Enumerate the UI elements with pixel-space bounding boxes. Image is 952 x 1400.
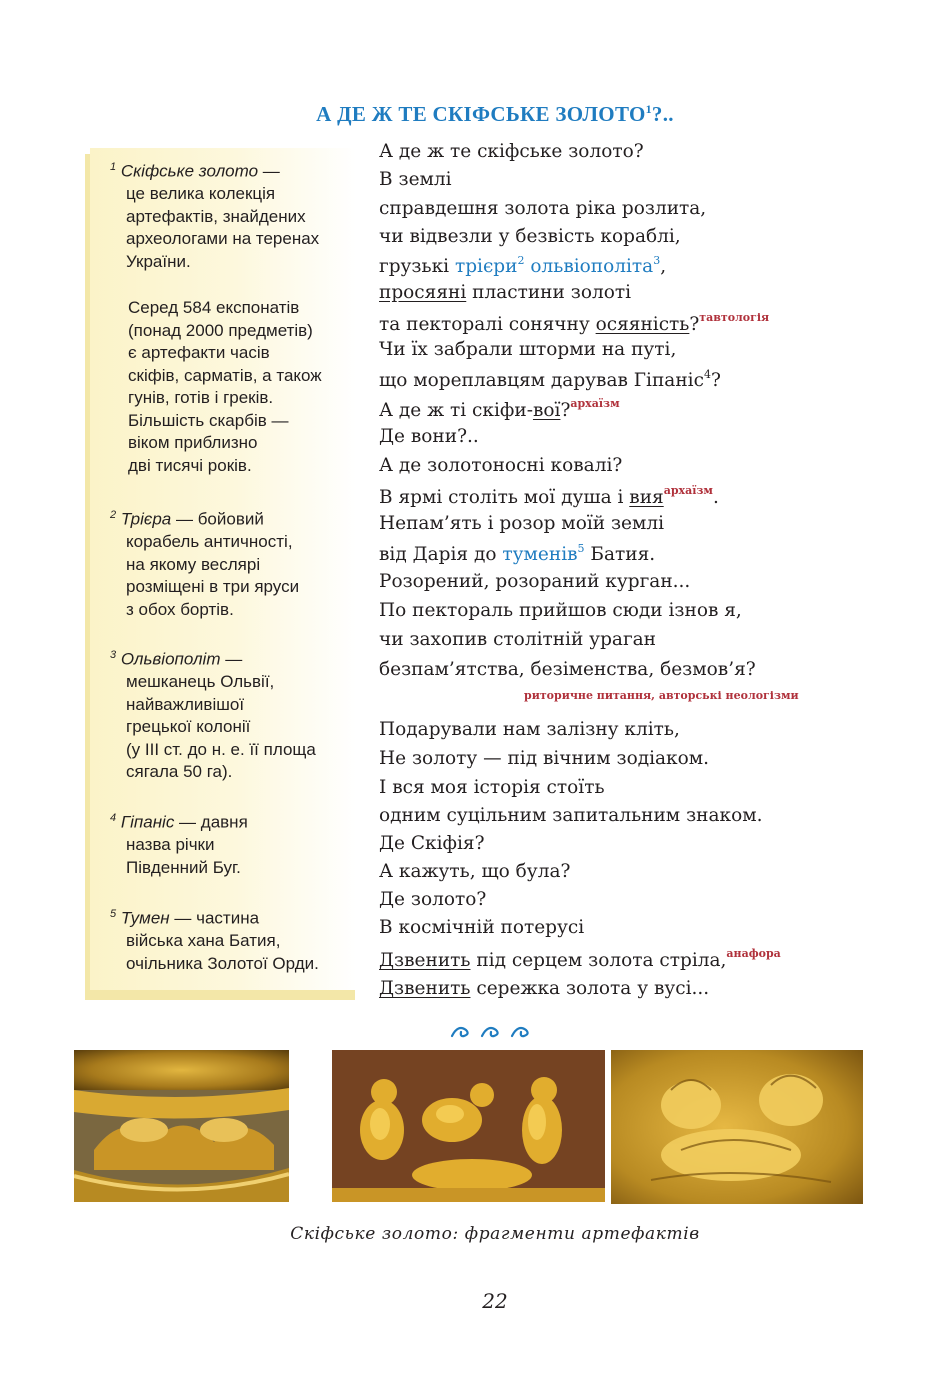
poem-line: справдешня золота ріка розлита, (379, 198, 707, 219)
poem-line: Дзвенить під серцем золота стріла,$^{анафора}$ (379, 947, 781, 971)
annotation-tag: риторичне питання, авторські неологізми (524, 689, 799, 702)
poem-line: від Дарія до туменів$^5$ Батия. (379, 542, 656, 565)
artifact-photo-warriors (332, 1050, 605, 1202)
figure-caption: Скіфське золото: фрагменти артефактів (290, 1224, 700, 1244)
poem-line: Непам’ять і розор моїй землі (379, 513, 665, 534)
poem-line: В землі (379, 169, 452, 190)
poem-line: Де вони?.. (379, 426, 479, 447)
annotation-tag: тавтологія (699, 311, 770, 324)
poem-line: грузькі трієри$^2$ ольвіополіта$^3$, (379, 254, 667, 277)
poem-line: І вся моя історія стоїть (379, 777, 605, 798)
poem-line: А де ж ті скіфи-вої?$^{архаїзм}$ (379, 397, 620, 421)
poem-line: чи захопив столітній ураган (379, 629, 656, 650)
poem-line: В ярмі століть мої душа і вия$^{архаїзм}$. (379, 484, 719, 508)
footnote-5: $^5$ Тумен — частина війська хана Батия, очільника Золотої Орди. (110, 908, 319, 973)
poem-line: що мореплавцям дарував Гіпаніс$^4$? (379, 368, 721, 391)
poem-title: А ДЕ Ж ТЕ СКІФСЬКЕ ЗОЛОТО$^1$?.. (316, 102, 674, 126)
poem-line: А де ж те скіфське золото? (379, 141, 644, 162)
poem-line: В космічній потерусі (379, 917, 585, 938)
annotation-tag: архаїзм (663, 484, 713, 497)
poem-line: безпам’ятства, безіменства, безмов’я? (379, 659, 756, 680)
poem-line: Де Скіфія? (379, 833, 485, 854)
poem-line: Де золото? (379, 889, 487, 910)
poem-line: та пекторалі сонячну осяяність?$^{тавтологія}$ (379, 311, 770, 335)
poem-line: просяяні пластини золоті (379, 282, 631, 303)
poem-line: Подарували нам залізну кліть, (379, 719, 680, 740)
footnote-3: $^3$ Ольвіополіт — мешканець Ольвії, найважливішої грецької колонії (у ІІІ ст. до н. е. її площа сягала 50 га). (110, 649, 316, 782)
poem-line: А кажуть, що була? (379, 861, 571, 882)
poem-line: Не золоту — під вічним зодіаком. (379, 748, 710, 769)
poem-line: По пектораль прийшов сюди ізнов я, (379, 600, 742, 621)
footnote-1: $^1$ Скіфське золото — це велика колекція артефактів, знайдених археологами на теренах України. (110, 161, 320, 271)
poem-line: чи відвезли у безвість кораблі, (379, 226, 681, 247)
poem-line: А де золотоносні ковалі? (379, 455, 623, 476)
ornament-divider (448, 1020, 548, 1044)
poem-line: одним суцільним запитальним знаком. (379, 805, 763, 826)
footnote-4: $^4$ Гіпаніс — давня назва річки Південний Буг. (110, 812, 248, 877)
annotation-tag: анафора (726, 947, 781, 960)
artifact-photo-comb (611, 1050, 863, 1204)
footnote-1-continued: Серед 584 експонатів (понад 2000 предметів) є артефакти часів скіфів, сарматів, а також гунів, готів і греків. Більшість скарбів — віком приблизно дві тисячі років. (128, 298, 322, 475)
poem-line: Дзвенить сережка золота у вусі... (379, 978, 710, 999)
poem-line: Чи їх забрали шторми на путі, (379, 339, 677, 360)
footnotes-panel (90, 148, 356, 990)
footnote-2: $^2$ Трієра — бойовий корабель античності, на якому веслярі розміщені в три яруси з обох бортів. (110, 509, 300, 619)
annotation-tag: архаїзм (570, 397, 620, 410)
poem-line: Розорений, розораний курган... (379, 571, 691, 592)
page-number: 22 (482, 1289, 508, 1313)
artifact-photo-griffins (74, 1050, 289, 1202)
